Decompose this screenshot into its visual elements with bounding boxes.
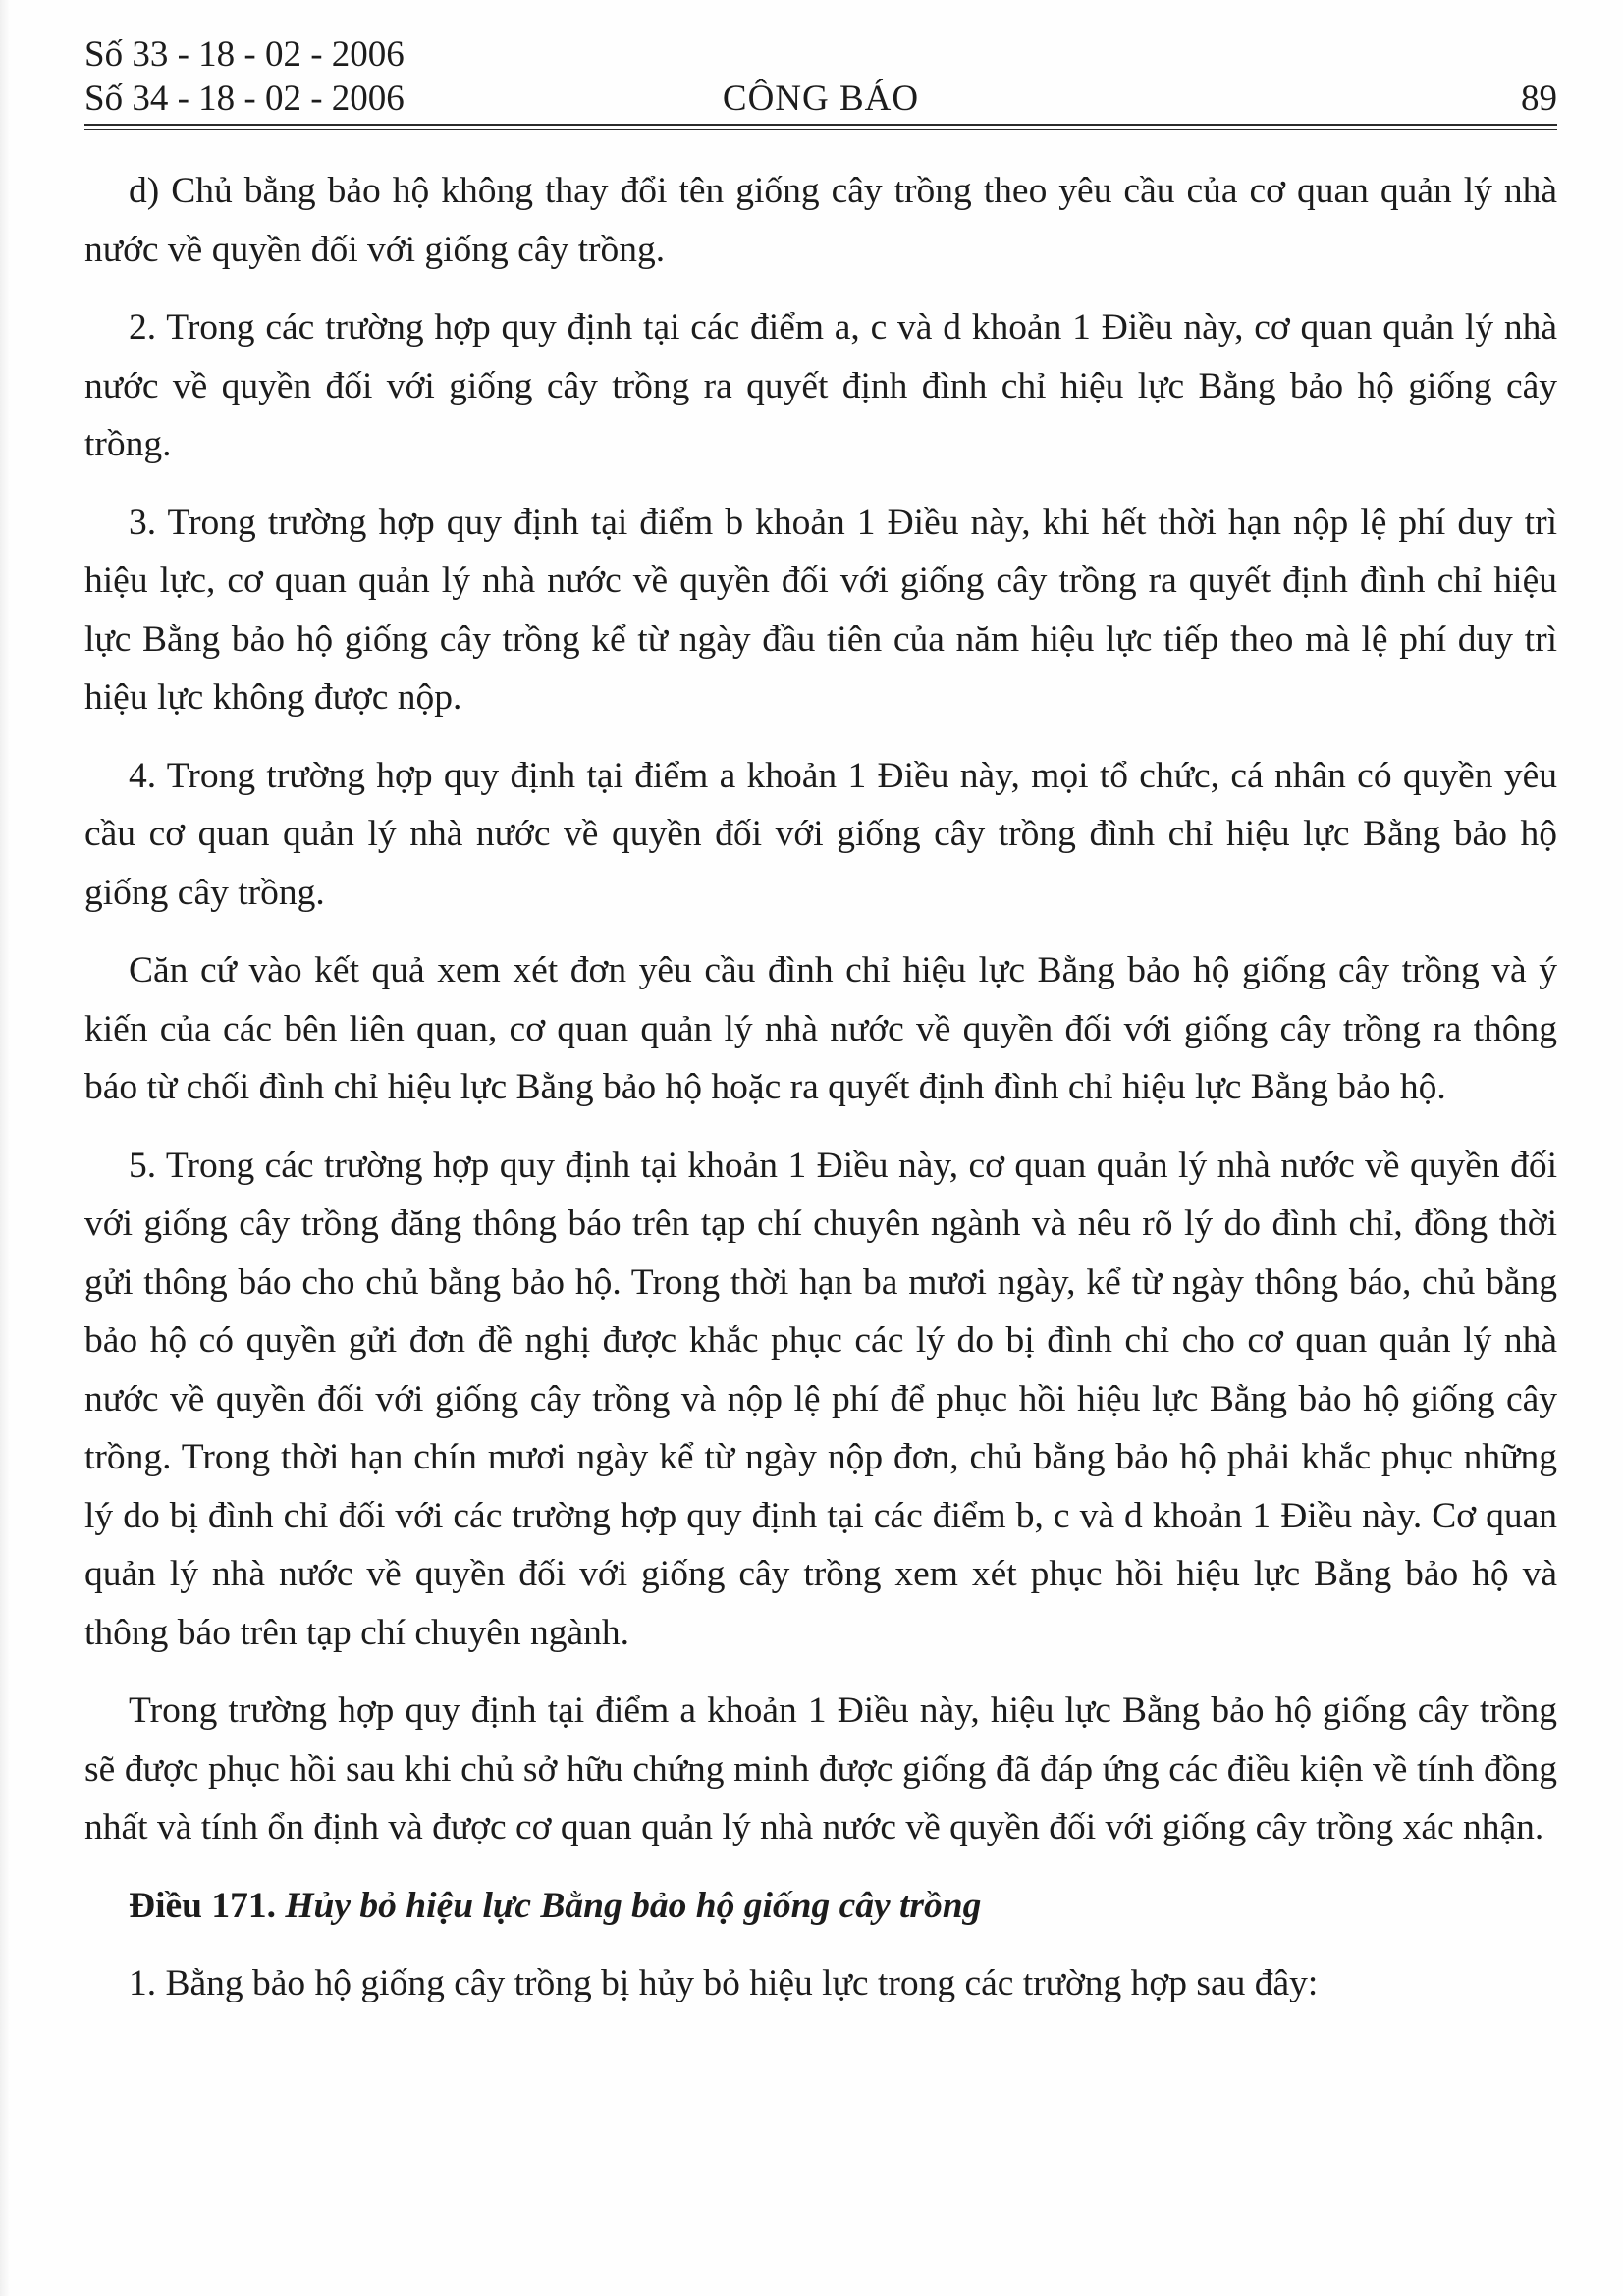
article-heading [84, 1877, 1557, 1936]
page-header [84, 29, 1557, 130]
page-number: 89 [1521, 79, 1557, 119]
paragraph-point-d: d) Chủ bằng bảo hộ không thay đổi tên giống cây trồng theo yêu cầu của cơ quan quản lý nhà nước về quyền đối với giống cây trồng. [84, 171, 1557, 270]
paragraph-clause-4-continued: Căn cứ vào kết quả xem xét đơn yêu cầu đình chỉ hiệu lực Bằng bảo hộ giống cây trồng và ý kiến của các bên liên quan, cơ quan quản lý nhà nước về quyền đối với giống cây trồng ra thông báo từ chối đình chỉ hiệu lực Bằng bảo hộ hoặc ra quyết định đình chỉ hiệu lực Bằng bảo hộ. [84, 950, 1557, 1107]
paragraph-clause-4: 4. Trong trường hợp quy định tại điểm a khoản 1 Điều này, mọi tổ chức, cá nhân có quyền yêu cầu cơ quan quản lý nhà nước về quyền đối với giống cây trồng đình chỉ hiệu lực Bằng bảo hộ giống cây trồng. [84, 755, 1557, 913]
issue-number-33: Số 33 - 18 - 02 - 2006 [84, 34, 405, 75]
paragraph-article-171-clause-1: 1. Bằng bảo hộ giống cây trồng bị hủy bỏ hiệu lực trong các trường hợp sau đây: [129, 1963, 1319, 2003]
issue-number-34: Số 34 - 18 - 02 - 2006 [84, 79, 405, 119]
paragraph-clause-5-continued: Trong trường hợp quy định tại điểm a khoản 1 Điều này, hiệu lực Bằng bảo hộ giống cây trồng sẽ được phục hồi sau khi chủ sở hữu chứng minh được giống đã đáp ứng các điều kiện về tính đồng nhất và tính ổn định và được cơ quan quản lý nhà nước về quyền đối với giống cây trồng xác nhận. [84, 1690, 1557, 1847]
article-title: Hủy bỏ hiệu lực Bằng bảo hộ giống cây trồng [285, 1885, 982, 1926]
paragraph-clause-2: 2. Trong các trường hợp quy định tại các điểm a, c và d khoản 1 Điều này, cơ quan quản lý nhà nước về quyền đối với giống cây trồng ra quyết định đình chỉ hiệu lực Bằng bảo hộ giống cây trồng. [84, 307, 1557, 464]
document-body [84, 162, 1557, 2033]
header-divider [84, 124, 1557, 130]
paragraph-clause-3: 3. Trong trường hợp quy định tại điểm b khoản 1 Điều này, khi hết thời hạn nộp lệ phí duy trì hiệu lực, cơ quan quản lý nhà nước về quyền đối với giống cây trồng ra quyết định đình chỉ hiệu lực Bằng bảo hộ giống cây trồng kể từ ngày đầu tiên của năm hiệu lực tiếp theo mà lệ phí duy trì hiệu lực không được nộp. [84, 502, 1557, 718]
page-edge-shadow [0, 0, 10, 2296]
article-number: Điều 171. [129, 1885, 276, 1926]
paragraph-clause-5: 5. Trong các trường hợp quy định tại khoản 1 Điều này, cơ quan quản lý nhà nước về quyền đối với giống cây trồng đăng thông báo trên tạp chí chuyên ngành và nêu rõ lý do đình chỉ, đồng thời gửi thông báo cho chủ bằng bảo hộ. Trong thời hạn ba mươi ngày, kể từ ngày thông báo, chủ bằng bảo hộ có quyền gửi đơn đề nghị được khắc phục các lý do bị đình chỉ cho cơ quan quản lý nhà nước về quyền đối với giống cây trồng và nộp lệ phí để phục hồi hiệu lực Bằng bảo hộ giống cây trồng. Trong thời hạn chín mươi ngày kể từ ngày nộp đơn, chủ bằng bảo hộ phải khắc phục những lý do bị đình chỉ đối với các trường hợp quy định tại các điểm b, c và d khoản 1 Điều này. Cơ quan quản lý nhà nước về quyền đối với giống cây trồng xem xét phục hồi hiệu lực Bằng bảo hộ và thông báo trên tạp chí chuyên ngành. [84, 1145, 1557, 1653]
gazette-title: CÔNG BÁO [722, 79, 920, 119]
